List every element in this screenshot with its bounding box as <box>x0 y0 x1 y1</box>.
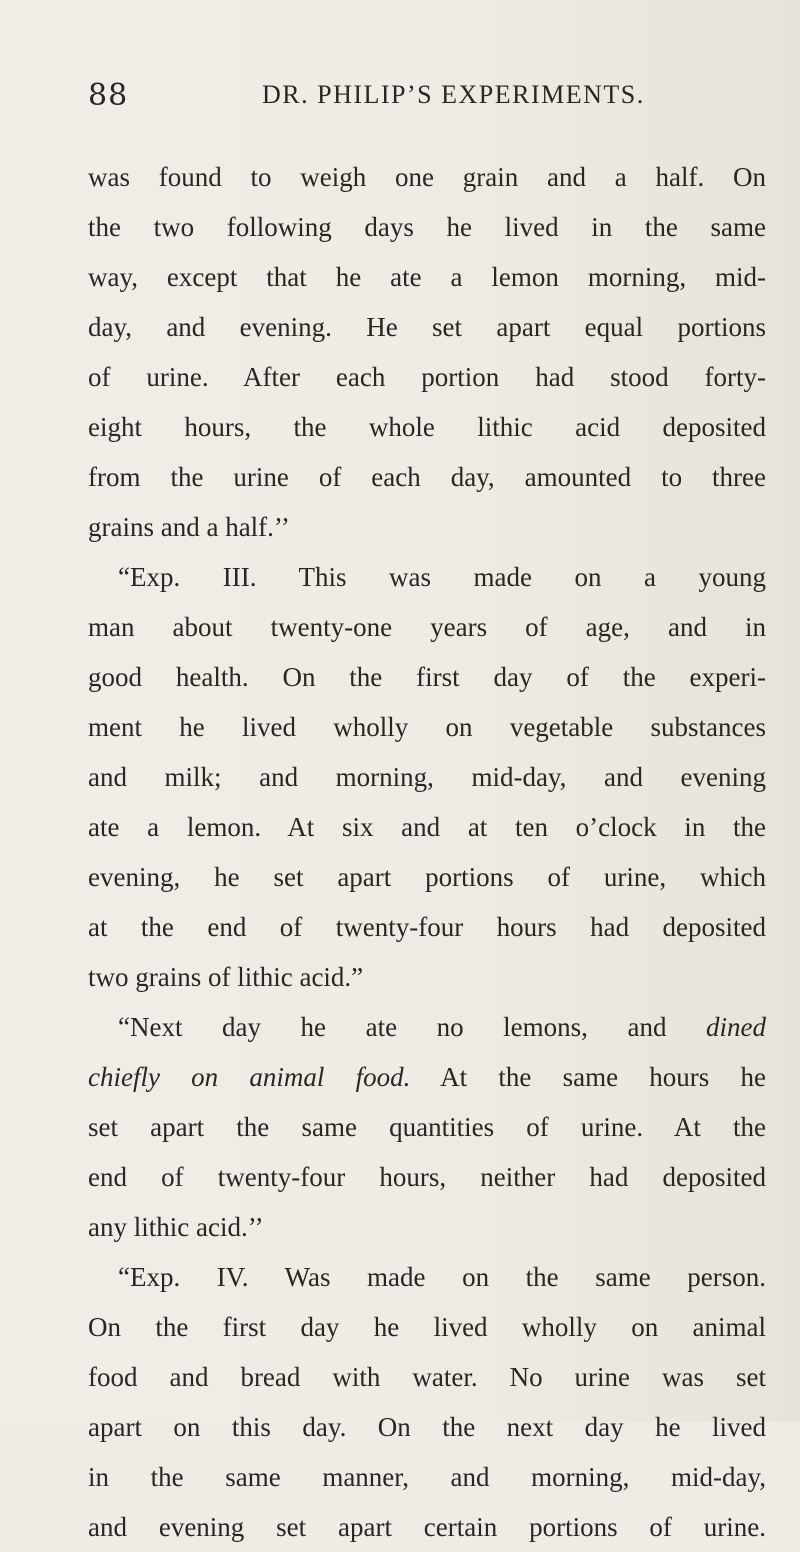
text-line: ment he lived wholly on vegetable substances <box>88 712 766 742</box>
text-line: any lithic acid.’’ <box>88 1212 264 1242</box>
running-title: DR. PHILIP’S EXPERIMENTS. <box>262 80 645 109</box>
page-number: 88 <box>88 78 129 113</box>
text-line: two grains of lithic acid.” <box>88 962 364 992</box>
text-line: of urine. After each portion had stood forty- <box>88 362 766 392</box>
text-line: set apart the same quantities of urine. At the <box>88 1112 766 1142</box>
text-line: and milk; and morning, mid-day, and evening <box>88 762 766 792</box>
italic-span: dined <box>706 1012 767 1042</box>
text-line: in the same manner, and morning, mid-day, <box>88 1462 766 1492</box>
running-head <box>88 78 740 118</box>
text-line: grains and a half.’’ <box>88 512 290 542</box>
text-line: way, except that he ate a lemon morning, mid- <box>88 262 766 292</box>
text-line: “Exp. III. This was made on a young <box>118 562 766 592</box>
text-line: from the urine of each day, amounted to three <box>88 462 766 492</box>
text-span: “Next day he ate no lemons, and <box>118 1012 667 1042</box>
text-line: On the first day he lived wholly on animal <box>88 1312 766 1342</box>
italic-span: chiefly on animal food. <box>88 1062 411 1092</box>
text-line: “Exp. IV. Was made on the same person. <box>118 1262 766 1292</box>
text-line: day, and evening. He set apart equal portions <box>88 312 766 342</box>
text-line: and evening set apart certain portions of urine. <box>88 1512 766 1542</box>
text-line: apart on this day. On the next day he lived <box>88 1412 766 1442</box>
text-line: was found to weigh one grain and a half. On <box>88 162 766 192</box>
text-line: evening, he set apart portions of urine, which <box>88 862 766 892</box>
text-line: ate a lemon. At six and at ten o’clock in the <box>88 812 766 842</box>
text-line: eight hours, the whole lithic acid deposited <box>88 412 766 442</box>
text-line <box>88 1002 766 1052</box>
text-line <box>88 1052 766 1102</box>
body-text <box>88 152 766 1552</box>
text-line: the two following days he lived in the same <box>88 212 766 242</box>
text-line: end of twenty-four hours, neither had deposited <box>88 1162 766 1192</box>
text-line: at the end of twenty-four hours had deposited <box>88 912 766 942</box>
text-line: good health. On the first day of the experi- <box>88 662 766 692</box>
text-line: man about twenty-one years of age, and in <box>88 612 766 642</box>
text-line: food and bread with water. No urine was set <box>88 1362 766 1392</box>
text-span: At the same hours he <box>440 1062 766 1092</box>
